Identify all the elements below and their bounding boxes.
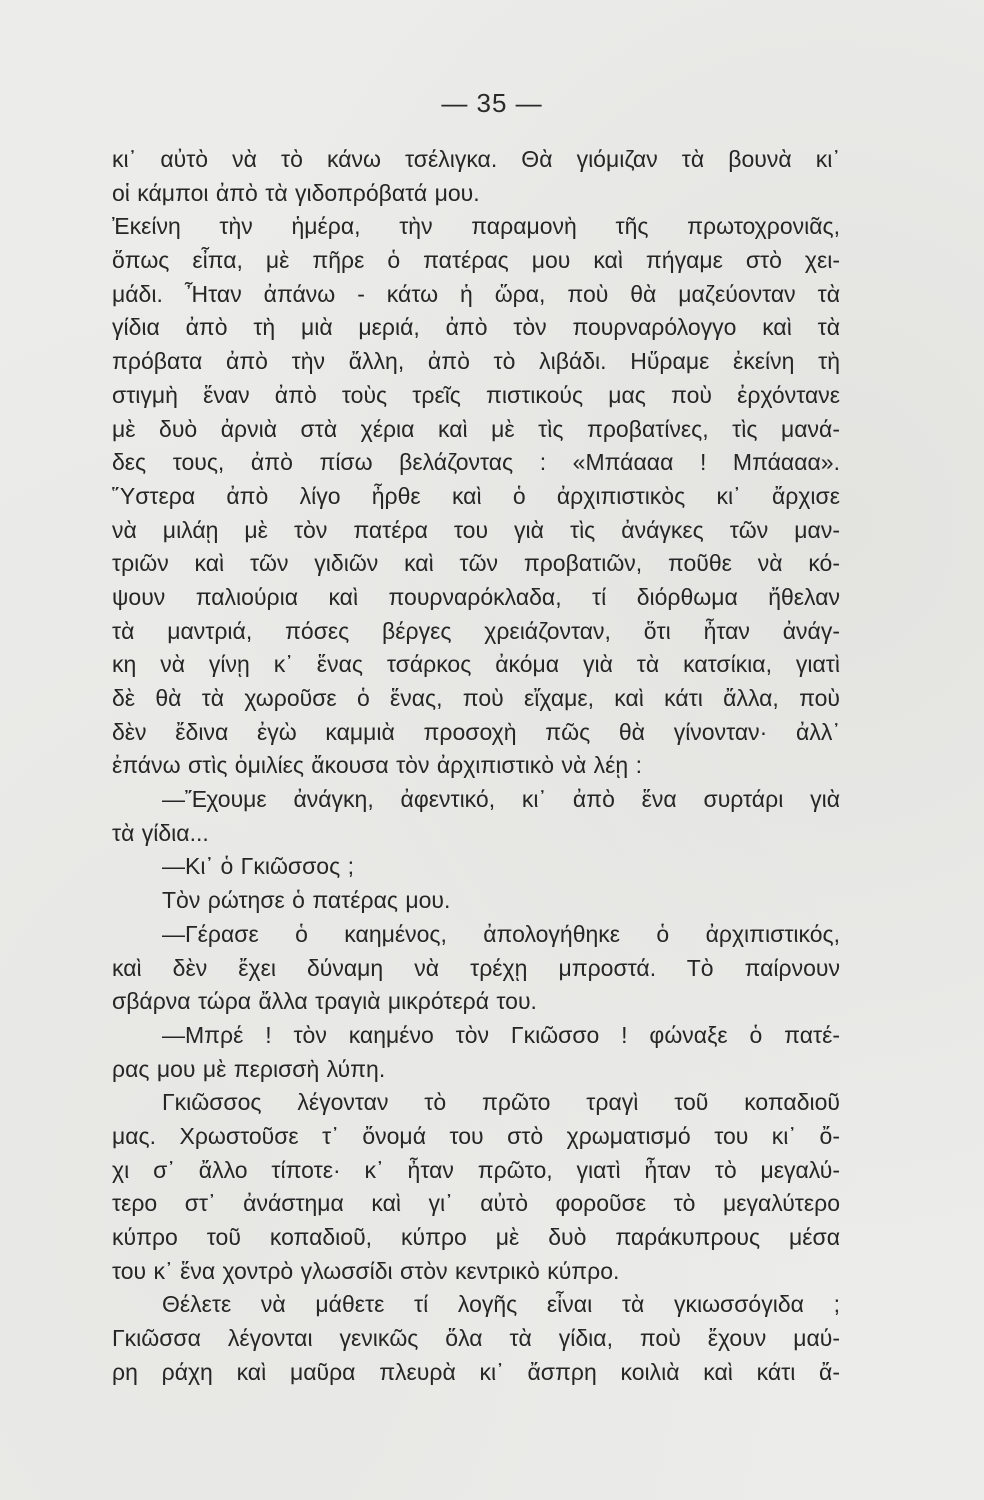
text-line: Θέλετε νὰ μάθετε τί λογῆς εἶναι τὰ γκιωσσόγιδα ; bbox=[162, 1291, 840, 1318]
text-line: τριῶν καὶ τῶν γιδιῶν καὶ τῶν προβατιῶν, ποῦθε νὰ κό- bbox=[112, 550, 840, 577]
page-number: — 35 — bbox=[441, 88, 543, 118]
text-line: σβάρνα τώρα ἄλλα τραγιὰ μικρότερά του. bbox=[112, 988, 537, 1015]
text-line: ρη ράχη καὶ μαῦρα πλευρὰ κι᾽ ἄσπρη κοιλιὰ καὶ κάτι ἄ- bbox=[112, 1358, 840, 1385]
text-line: ρας μου μὲ περισσὴ λύπη. bbox=[112, 1055, 386, 1082]
text-line: —Ἔχουμε ἀνάγκη, ἀφεντικό, κι᾽ ἀπὸ ἕνα συρτάρι γιὰ bbox=[162, 786, 840, 813]
text-line: Τὸν ρώτησε ὁ πατέρας μου. bbox=[162, 887, 451, 914]
text-line: Ὕστερα ἀπὸ λίγο ἦρθε καὶ ὁ ἀρχιπιστικὸς κι᾽ ἄρχισε bbox=[112, 482, 840, 509]
text-line: κη νὰ γίνῃ κ᾽ ἕνας τσάρκος ἀκόμα γιὰ τὰ κατσίκια, γιατὶ bbox=[112, 651, 840, 678]
text-line: μας. Χρωστοῦσε τ᾽ ὄνομά του στὸ χρωματισμό του κι᾽ ὄ- bbox=[112, 1122, 840, 1149]
text-line: δὲ θὰ τὰ χωροῦσε ὁ ἕνας, ποὺ εἴχαμε, καὶ κάτι ἄλλα, ποὺ bbox=[112, 685, 840, 711]
text-line: μάδι. Ἦταν ἀπάνω - κάτω ἡ ὥρα, ποὺ θὰ μαζεύονταν τὰ bbox=[112, 280, 840, 307]
text-line: Γκιῶσσος λέγονταν τὸ πρῶτο τραγὶ τοῦ κοπαδιοῦ bbox=[162, 1089, 840, 1116]
text-line: χι σ᾽ ἄλλο τίποτε· κ᾽ ἦταν πρῶτο, γιατὶ ἦταν τὸ μεγαλύ- bbox=[112, 1156, 840, 1183]
text-line: Ἐκείνη τὴν ἡμέρα, τὴν παραμονὴ τῆς πρωτοχρονιᾶς, bbox=[112, 213, 840, 240]
text-line: δες τους, ἀπὸ πίσω βελάζοντας : «Μπάααα ! Μπάααα». bbox=[112, 449, 840, 476]
text-line: —Κι᾽ ὁ Γκιῶσσος ; bbox=[162, 853, 354, 880]
text-line: γίδια ἀπὸ τὴ μιὰ μεριά, ἀπὸ τὸν πουρναρόλογγο καὶ τὰ bbox=[112, 314, 840, 341]
text-line: οἱ κάμποι ἀπὸ τὰ γιδοπρόβατά μου. bbox=[112, 179, 480, 206]
text-line: κι᾽ αὐτὸ νὰ τὸ κάνω τσέλιγκα. Θὰ γιόμιζαν τὰ βουνὰ κι᾽ bbox=[112, 146, 840, 172]
text-line: στιγμὴ ἕναν ἀπὸ τοὺς τρεῖς πιστικούς μας ποὺ ἐρχόντανε bbox=[112, 381, 840, 408]
text-line: —Γέρασε ὁ καημένος, ἀπολογήθηκε ὁ ἀρχιπιστικός, bbox=[162, 920, 840, 947]
text-line: ὅπως εἶπα, μὲ πῆρε ὁ πατέρας μου καὶ πήγαμε στὸ χει- bbox=[112, 247, 840, 274]
text-line: πρόβατα ἀπὸ τὴν ἄλλη, ἀπὸ τὸ λιβάδι. Ηὕραμε ἐκείνη τὴ bbox=[112, 348, 840, 375]
text-line: —Μπρέ ! τὸν καημένο τὸν Γκιῶσσο ! φώναξε ὁ πατέ- bbox=[162, 1021, 840, 1048]
text-line: Γκιῶσσα λέγονται γενικῶς ὅλα τὰ γίδια, ποὺ ἔχουν μαύ- bbox=[112, 1325, 840, 1352]
text-line: νὰ μιλάῃ μὲ τὸν πατέρα του γιὰ τὶς ἀνάγκες τῶν μαν- bbox=[112, 516, 840, 543]
body-text bbox=[112, 143, 840, 1389]
text-line: καὶ δὲν ἔχει δύναμη νὰ τρέχῃ μπροστά. Τὸ παίρνουν bbox=[112, 954, 840, 981]
text-line: τερο στ᾽ ἀνάστημα καὶ γι᾽ αὐτὸ φοροῦσε τὸ μεγαλύτερο bbox=[112, 1190, 840, 1217]
text-line: δὲν ἔδινα ἐγὼ καμμιὰ προσοχὴ πῶς θὰ γίνονταν· ἀλλ᾽ bbox=[112, 718, 840, 745]
text-line: κύπρο τοῦ κοπαδιοῦ, κύπρο μὲ δυὸ παράκυπρους μέσα bbox=[112, 1224, 840, 1250]
text-line: ψουν παλιούρια καὶ πουρναρόκλαδα, τί διόρθωμα ἤθελαν bbox=[112, 583, 840, 610]
text-line: τὰ γίδια... bbox=[112, 819, 209, 846]
text-line: τὰ μαντριά, πόσες βέργες χρειάζονταν, ὅτι ἦταν ἀνάγ- bbox=[112, 617, 840, 644]
text-line: του κ᾽ ἕνα χοντρὸ γλωσσίδι στὸν κεντρικὸ κύπρο. bbox=[112, 1257, 620, 1284]
text-line: ἐπάνω στὶς ὁμιλίες ἄκουσα τὸν ἀρχιπιστικὸ νὰ λέῃ : bbox=[112, 752, 642, 779]
text-line: μὲ δυὸ ἀρνιὰ στὰ χέρια καὶ μὲ τὶς προβατίνες, τὶς μανά- bbox=[112, 415, 840, 442]
